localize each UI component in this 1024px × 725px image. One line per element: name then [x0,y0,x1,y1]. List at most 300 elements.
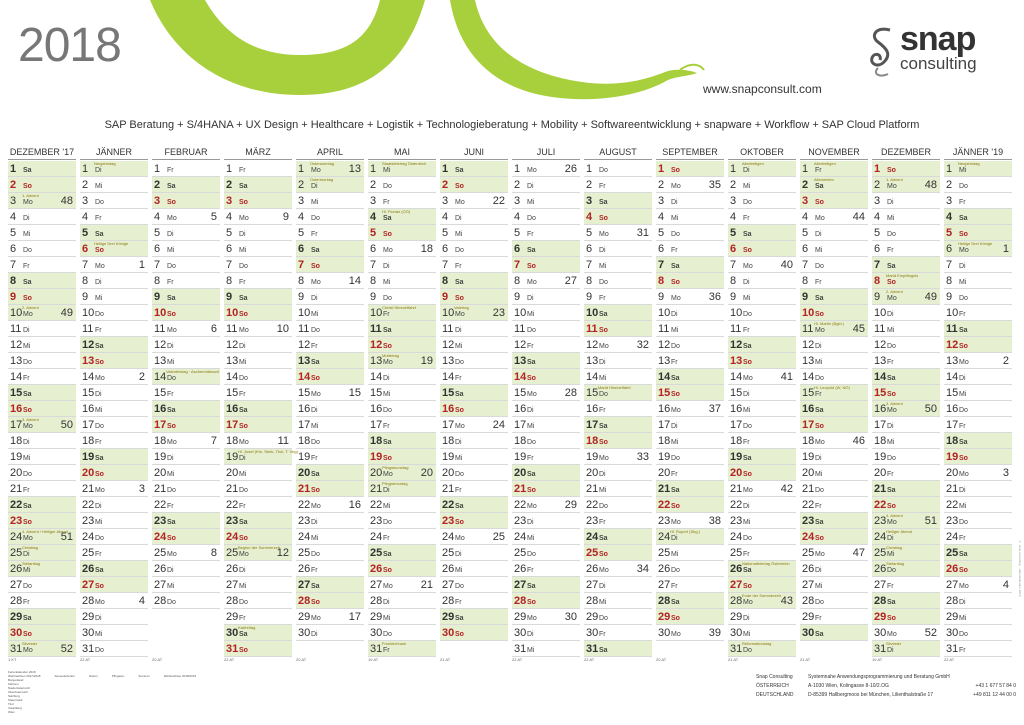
weekday-label: Di [23,327,30,334]
day-cell [224,513,292,529]
day-cell [872,209,940,225]
holiday-label: Pfingstsonntag [382,465,409,470]
day-number: 11 [658,323,670,335]
day-number: 30 [442,627,455,639]
day-number: 7 [298,259,305,271]
week-number: 17 [348,611,361,623]
day-cell [800,337,868,353]
day-number: 27 [514,579,527,591]
day-cell [368,225,436,241]
website-url: www.snapconsult.com [703,82,822,96]
weekday-label: Sa [527,247,536,254]
day-cell [152,369,220,385]
day-number: 7 [946,259,953,271]
holiday-label: 1. Advent [886,177,903,182]
day-cell [656,433,724,449]
day-number: 15 [946,387,959,399]
weekday-label: Sa [95,567,104,574]
weekday-label: Do [167,375,176,382]
day-cell [80,353,148,369]
weekday-label: Do [743,535,752,542]
weekday-label: Sa [671,375,680,382]
day-number: 25 [514,547,527,559]
day-cell [728,561,796,577]
week-number: 49 [60,307,73,319]
day-number: 12 [370,339,383,351]
day-number: 19 [946,451,959,463]
day-number: 6 [442,243,449,255]
day-number: 14 [10,371,23,383]
weekday-label: Do [815,375,824,382]
day-cell [728,577,796,593]
day-number: 9 [370,291,377,303]
day-cell [440,417,508,433]
weekday-label: Sa [239,183,248,190]
day-cell [152,497,220,513]
day-number: 19 [370,451,383,463]
day-cell [440,609,508,625]
day-cell [80,545,148,561]
ferien-row: Wien [8,710,15,714]
weekday-label: Fr [311,455,318,462]
weekday-label: Fr [95,327,102,334]
day-number: 28 [154,595,167,607]
day-cell [368,577,436,593]
holiday-label: Allerseelen [814,177,834,182]
weekday-label: Mo [167,327,177,334]
day-number: 29 [514,611,527,623]
day-number: 18 [658,435,671,447]
day-cell [872,241,940,257]
weekday-label: Do [455,471,464,478]
day-cell [872,561,940,577]
holiday-label: 4. Advent [886,513,903,518]
month-column [440,145,512,661]
weekday-label: So [95,359,104,366]
calendar-year: 2018 [18,19,121,72]
day-cell [296,385,364,401]
ferien-row: Tirol [8,702,14,706]
weekday-label: Mi [239,471,247,478]
day-number: 14 [82,371,95,383]
week-number: 52 [60,643,73,655]
weekday-label: Mi [95,407,103,414]
day-cell [224,177,292,193]
day-number: 19 [154,451,167,463]
day-number: 9 [946,291,953,303]
holiday-label: Neujahrstag [94,161,116,166]
week-number: 29 [564,499,577,511]
day-cell [872,545,940,561]
day-cell [872,641,940,657]
holiday-label: Christi Himmelfahrt [382,305,417,310]
day-number: 18 [442,435,455,447]
month-header: JÄNNER '19 [944,145,1012,160]
day-number: 16 [298,403,311,415]
weekday-label: So [239,647,248,654]
weekday-label: Do [239,375,248,382]
day-cell [584,401,652,417]
day-number: 30 [586,627,599,639]
weekday-label: Mo [671,519,681,526]
week-number: 32 [636,339,649,351]
day-number: 14 [226,371,239,383]
holiday-label: 1. Advent [22,193,39,198]
weekday-label: So [311,375,320,382]
weekday-label: Fr [815,503,822,510]
day-cell [512,529,580,545]
weekday-label: Fr [167,503,174,510]
month-working-days: 21 AT [800,657,811,662]
day-number: 25 [82,547,95,559]
day-cell [152,225,220,241]
day-number: 25 [370,547,383,559]
day-number: 10 [298,307,311,319]
day-number: 6 [298,243,305,255]
weekday-label: Sa [815,407,824,414]
day-cell [368,289,436,305]
weekday-label: Sa [455,503,464,510]
day-number: 16 [442,403,455,415]
day-cell [80,257,148,273]
day-number: 28 [82,595,95,607]
day-cell [944,593,1012,609]
weekday-label: Fr [743,327,750,334]
day-number: 27 [658,579,671,591]
day-cell [368,241,436,257]
day-number: 16 [514,403,527,415]
week-number: 46 [852,435,865,447]
day-number: 13 [10,355,23,367]
day-cell [728,225,796,241]
day-number: 15 [802,387,815,399]
weekday-label: Do [815,263,824,270]
weekday-label: Fr [311,231,318,238]
day-number: 18 [514,435,527,447]
day-number: 5 [370,227,377,239]
day-number: 20 [226,467,239,479]
day-cell [440,449,508,465]
day-number: 20 [514,467,527,479]
weekday-label: Di [311,407,318,414]
holiday-label: 3. Advent [22,417,39,422]
weekday-label: Do [743,311,752,318]
ferien-row: Niederösterreich [8,686,31,690]
ferien-row: Vorarlberg [8,706,22,710]
day-cell [944,481,1012,497]
day-number: 24 [586,531,599,543]
weekday-label: Do [599,391,608,398]
day-cell [656,609,724,625]
weekday-label: Sa [167,183,176,190]
week-number: 15 [348,387,361,399]
holiday-label: Allerheiligen [742,161,764,166]
weekday-label: Sa [23,167,32,174]
day-cell [656,225,724,241]
weekday-label: Sa [383,215,392,222]
day-number: 28 [226,595,239,607]
day-number: 4 [730,211,737,223]
weekday-label: Sa [815,183,824,190]
weekday-label: Do [239,487,248,494]
day-cell [656,417,724,433]
day-number: 23 [226,515,239,527]
weekday-label: Mo [311,615,321,622]
weekday-label: Sa [167,407,176,414]
day-cell [368,641,436,657]
day-cell [80,593,148,609]
day-cell [728,369,796,385]
day-number: 29 [586,611,599,623]
weekday-label: Mi [959,279,967,286]
day-number: 12 [586,339,599,351]
day-cell [584,289,652,305]
weekday-label: So [887,167,896,174]
day-number: 28 [298,595,311,607]
weekday-label: Mi [23,343,31,350]
day-cell [656,289,724,305]
day-cell [224,625,292,641]
day-cell [296,529,364,545]
day-cell [584,497,652,513]
weekday-label: Sa [815,631,824,638]
day-number: 13 [586,355,599,367]
day-cell [584,609,652,625]
week-number: 5 [210,211,217,223]
weekday-label: Do [599,279,608,286]
day-number: 31 [370,643,383,655]
day-number: 31 [10,643,23,655]
weekday-label: Do [95,423,104,430]
day-number: 1 [946,163,953,175]
day-cell [152,577,220,593]
weekday-label: Mo [743,375,753,382]
weekday-label: Mo [887,183,897,190]
day-number: 5 [82,227,89,239]
day-cell [944,369,1012,385]
day-number: 31 [730,643,743,655]
day-number: 1 [10,163,17,175]
day-number: 30 [658,627,671,639]
day-cell [656,625,724,641]
weekday-label: Do [239,263,248,270]
weekday-label: Sa [815,295,824,302]
day-number: 11 [442,323,454,335]
day-number: 18 [730,435,743,447]
day-cell [656,193,724,209]
month-column [8,145,80,661]
day-cell [224,465,292,481]
weekday-label: Fr [383,311,390,318]
weekday-label: Fr [23,487,30,494]
day-cell [656,449,724,465]
day-cell [8,625,76,641]
day-number: 28 [442,595,455,607]
day-cell [8,593,76,609]
day-cell [152,561,220,577]
week-number: 49 [924,291,937,303]
weekday-label: Mi [599,375,607,382]
day-cell [296,241,364,257]
day-cell [368,209,436,225]
day-cell [368,625,436,641]
day-number: 11 [10,323,22,335]
day-cell [584,465,652,481]
weekday-label: Di [671,535,678,542]
day-number: 14 [442,371,455,383]
holiday-label: Pfingstmontag [382,481,408,486]
day-cell [152,305,220,321]
day-number: 12 [82,339,95,351]
day-cell [584,545,652,561]
day-number: 2 [514,179,521,191]
day-number: 10 [586,307,599,319]
day-number: 7 [802,259,809,271]
weekday-label: Mo [311,503,321,510]
weekday-label: Do [671,231,680,238]
day-number: 1 [226,163,233,175]
month-column [656,145,728,661]
weekday-label: Do [311,327,320,334]
month-working-days: 20 AT [152,657,163,662]
day-cell [224,609,292,625]
day-number: 2 [658,179,665,191]
weekday-label: Do [527,327,536,334]
day-number: 16 [946,403,959,415]
day-number: 7 [370,259,377,271]
day-number: 9 [154,291,161,303]
day-number: 28 [802,595,815,607]
weekday-label: Mi [167,583,175,590]
day-cell [584,321,652,337]
weekday-label: Do [23,583,32,590]
day-cell [152,177,220,193]
day-cell [8,529,76,545]
day-number: 9 [298,291,305,303]
day-cell [656,401,724,417]
weekday-label: So [95,583,104,590]
weekday-label: Di [527,183,534,190]
day-cell [8,177,76,193]
weekday-label: So [815,535,824,542]
day-number: 22 [730,499,743,511]
weekday-label: Mi [239,359,247,366]
day-number: 25 [442,547,455,559]
day-cell [368,177,436,193]
day-number: 5 [226,227,233,239]
day-number: 21 [442,483,455,495]
day-number: 28 [946,595,959,607]
weekday-label: Mo [887,631,897,638]
day-cell [512,353,580,369]
week-number: 22 [492,195,505,207]
weekday-label: Fr [95,439,102,446]
week-number: 36 [708,291,721,303]
day-number: 21 [10,483,23,495]
day-number: 16 [154,403,167,415]
day-cell [224,321,292,337]
day-number: 5 [658,227,665,239]
week-number: 2 [138,371,145,383]
week-number: 42 [780,483,793,495]
weekday-label: Mi [383,615,391,622]
day-cell [944,417,1012,433]
day-number: 2 [874,179,881,191]
day-number: 5 [730,227,737,239]
weekday-label: Fr [959,199,966,206]
weekday-label: So [455,295,464,302]
day-cell [656,209,724,225]
weekday-label: Mi [23,567,31,574]
day-number: 14 [298,371,311,383]
day-number: 14 [370,371,383,383]
weekday-label: Sa [311,471,320,478]
weekday-label: Mo [527,391,537,398]
day-number: 4 [154,211,161,223]
day-number: 26 [658,563,671,575]
week-number: 40 [780,259,793,271]
day-number: 12 [946,339,959,351]
weekday-label: Mo [959,247,969,254]
ferien-row: Oberösterreich [8,690,28,694]
day-number: 8 [10,275,17,287]
month-header: SEPTEMBER [656,145,724,160]
weekday-label: Mo [239,215,249,222]
week-number: 4 [1002,579,1009,591]
day-cell [584,241,652,257]
day-number: 18 [802,435,815,447]
holiday-label: 2. Advent [886,289,903,294]
day-number: 24 [82,531,95,543]
holiday-label: Heiliger Abend [886,529,913,534]
day-number: 17 [10,419,23,431]
day-cell [296,321,364,337]
logo-word: snap [900,20,976,58]
day-cell [152,241,220,257]
week-number: 33 [636,451,649,463]
day-cell [656,529,724,545]
day-number: 26 [730,563,743,575]
weekday-label: Sa [743,455,752,462]
month-header: MÄRZ [224,145,292,160]
day-cell [800,225,868,241]
day-cell [440,625,508,641]
day-cell [728,289,796,305]
day-cell [512,465,580,481]
day-number: 26 [10,563,23,575]
day-cell [728,305,796,321]
weekday-label: Sa [527,471,536,478]
day-number: 6 [370,243,377,255]
day-number: 31 [874,643,887,655]
day-cell [368,385,436,401]
day-cell [368,465,436,481]
day-number: 25 [730,547,743,559]
day-cell [8,609,76,625]
day-number: 11 [370,323,382,335]
weekday-label: Fr [743,215,750,222]
day-cell [800,161,868,177]
day-number: 29 [82,611,95,623]
day-number: 16 [370,403,383,415]
month-working-days: 22 AT [944,657,955,662]
weekday-label: Fr [671,471,678,478]
day-cell [224,593,292,609]
footer-phone-at: +43 1 677 57 84 0 [975,683,1016,689]
day-cell [296,593,364,609]
day-cell [800,193,868,209]
day-number: 24 [658,531,671,543]
